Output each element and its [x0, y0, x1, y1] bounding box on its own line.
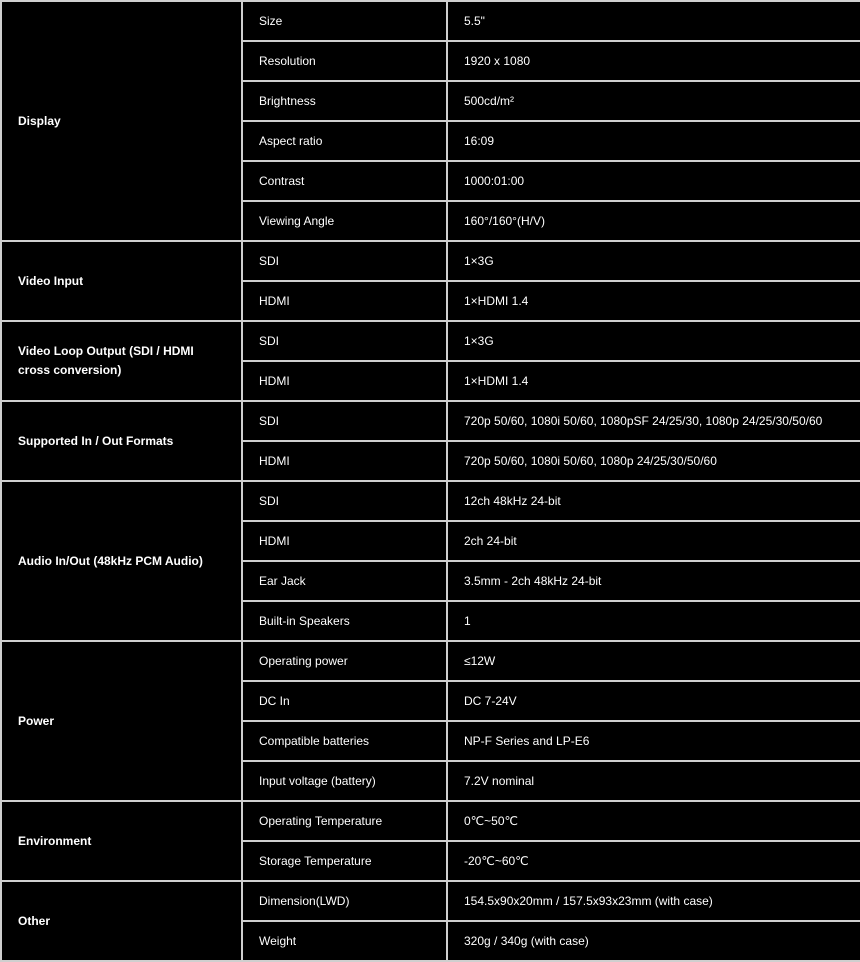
param-value: 720p 50/60, 1080i 50/60, 1080p 24/25/30/50/60: [447, 441, 860, 481]
group-label-power: Power: [1, 641, 242, 801]
spec-table-body: [1, 1, 860, 961]
param-label: Compatible batteries: [242, 721, 447, 761]
param-value: 320g / 340g (with case): [447, 921, 860, 961]
param-label: Size: [242, 1, 447, 41]
param-label: HDMI: [242, 281, 447, 321]
param-label: Contrast: [242, 161, 447, 201]
param-value: 1: [447, 601, 860, 641]
param-value: 1×HDMI 1.4: [447, 281, 860, 321]
table-row: [1, 481, 860, 521]
param-value: DC 7-24V: [447, 681, 860, 721]
param-label: Weight: [242, 921, 447, 961]
param-label: HDMI: [242, 521, 447, 561]
group-label-video-loop-output: Video Loop Output (SDI / HDMI cross conversion): [1, 321, 242, 401]
group-label-video-input: Video Input: [1, 241, 242, 321]
param-value: NP-F Series and LP-E6: [447, 721, 860, 761]
param-value: 1×HDMI 1.4: [447, 361, 860, 401]
group-label-supported-formats: Supported In / Out Formats: [1, 401, 242, 481]
group-label-display: Display: [1, 1, 242, 241]
param-label: HDMI: [242, 361, 447, 401]
table-row: [1, 321, 860, 361]
table-row: [1, 881, 860, 921]
param-label: HDMI: [242, 441, 447, 481]
param-label: Brightness: [242, 81, 447, 121]
param-value: 1000:01:00: [447, 161, 860, 201]
param-label: SDI: [242, 241, 447, 281]
param-value: 500cd/m²: [447, 81, 860, 121]
param-label: DC In: [242, 681, 447, 721]
param-value: 1920 x 1080: [447, 41, 860, 81]
param-label: Aspect ratio: [242, 121, 447, 161]
table-row: [1, 241, 860, 281]
param-label: Operating power: [242, 641, 447, 681]
param-label: SDI: [242, 321, 447, 361]
param-label: Storage Temperature: [242, 841, 447, 881]
param-value: 160°/160°(H/V): [447, 201, 860, 241]
table-row: [1, 641, 860, 681]
param-value: 720p 50/60, 1080i 50/60, 1080pSF 24/25/30, 1080p 24/25/30/50/60: [447, 401, 860, 441]
param-label: Input voltage (battery): [242, 761, 447, 801]
param-label: Viewing Angle: [242, 201, 447, 241]
param-label: Resolution: [242, 41, 447, 81]
param-value: 5.5": [447, 1, 860, 41]
group-label-other: Other: [1, 881, 242, 961]
param-value: 3.5mm - 2ch 48kHz 24-bit: [447, 561, 860, 601]
group-label-environment: Environment: [1, 801, 242, 881]
param-label: SDI: [242, 481, 447, 521]
table-row: [1, 1, 860, 41]
param-value: 2ch 24-bit: [447, 521, 860, 561]
param-label: Ear Jack: [242, 561, 447, 601]
param-value: 16:09: [447, 121, 860, 161]
param-value: 12ch 48kHz 24-bit: [447, 481, 860, 521]
param-value: 7.2V nominal: [447, 761, 860, 801]
group-label-audio: Audio In/Out (48kHz PCM Audio): [1, 481, 242, 641]
table-row: [1, 801, 860, 841]
param-label: Built-in Speakers: [242, 601, 447, 641]
param-label: Dimension(LWD): [242, 881, 447, 921]
param-value: 0℃~50℃: [447, 801, 860, 841]
param-value: -20℃~60℃: [447, 841, 860, 881]
param-label: SDI: [242, 401, 447, 441]
param-label: Operating Temperature: [242, 801, 447, 841]
param-value: 154.5x90x20mm / 157.5x93x23mm (with case): [447, 881, 860, 921]
param-value: ≤12W: [447, 641, 860, 681]
param-value: 1×3G: [447, 321, 860, 361]
table-row: [1, 401, 860, 441]
param-value: 1×3G: [447, 241, 860, 281]
